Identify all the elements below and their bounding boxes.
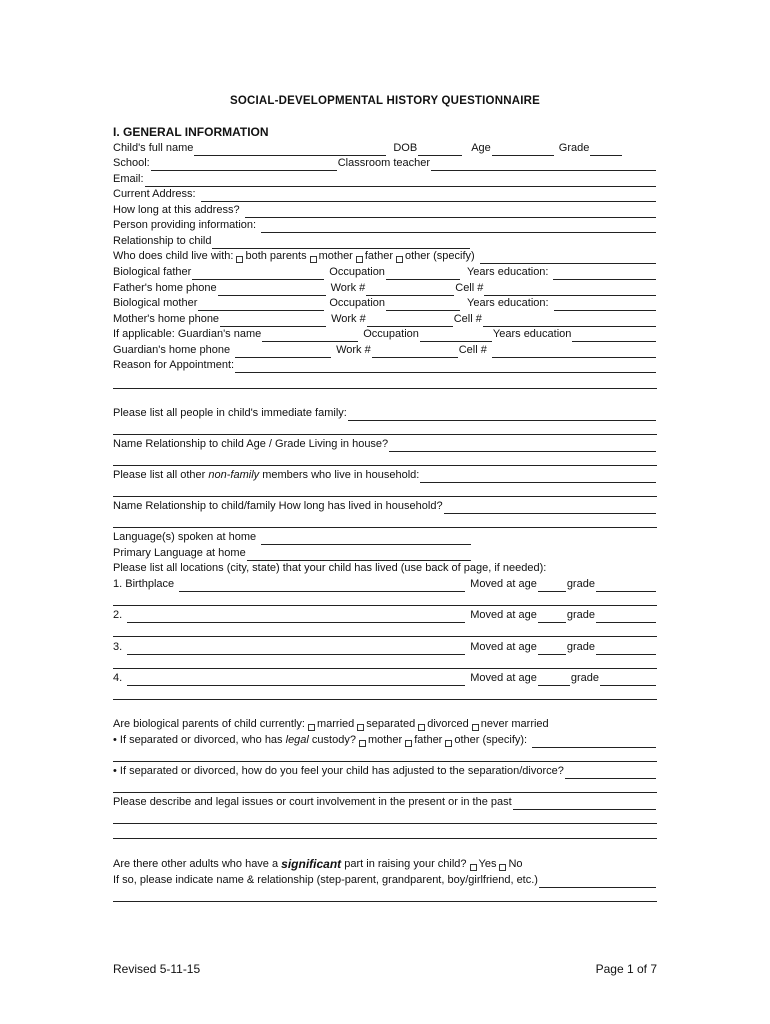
address-field[interactable] [201,190,656,202]
location-2-row [113,608,657,623]
other-columns-field[interactable] [444,502,656,514]
location-3-grade-field[interactable] [596,643,656,655]
father-education-label: Years education: [466,266,549,278]
lives-with-label: Who does child live with: [113,250,234,262]
mother-occupation-field[interactable] [386,299,460,311]
other-members-label-italic: non-family [208,469,260,481]
guardian-cell-field[interactable] [492,346,656,358]
address-row [113,187,657,202]
checkbox-divorced[interactable] [418,724,425,731]
mother-education-field[interactable] [554,299,656,311]
checkbox-never-married[interactable] [472,724,479,731]
father-phone-field[interactable] [218,284,326,296]
person-providing-label: Person providing information: [113,219,257,231]
custody-option-father: father [414,734,443,746]
location-4-grade-label: grade [570,672,599,684]
location-4-grade-field[interactable] [600,674,656,686]
bio-father-label: Biological father [113,266,192,278]
location-3-label: 3. [113,641,123,653]
location-1-age-field[interactable] [538,580,566,592]
other-adults-row [113,857,657,872]
age-label: Age [471,142,491,154]
family-line-2[interactable] [113,465,657,466]
location-3-grade-label: grade [566,641,595,653]
location-3-age-field[interactable] [538,643,566,655]
location-2-field[interactable] [127,611,465,623]
bio-mother-field[interactable] [198,299,324,311]
bio-mother-label: Biological mother [113,297,198,309]
other-members-row [113,468,657,483]
page-title: SOCIAL-DEVELOPMENTAL HISTORY QUESTIONNAIRE [230,95,540,107]
reason-label: Reason for Appointment: [113,359,235,371]
mother-cell-label: Cell # [453,313,482,325]
checkbox-custody-mother[interactable] [359,740,366,747]
location-1-grade-field[interactable] [596,580,656,592]
custody-label-italic: legal [285,734,309,746]
option-father: father [364,250,393,262]
childs-name-row [113,141,657,156]
guardian-occupation-field[interactable] [420,330,492,342]
location-2-grade-field[interactable] [596,611,656,623]
adjusted-row [113,764,657,779]
location-1-label: 1. Birthplace [113,578,175,590]
option-mother: mother [318,250,353,262]
other-columns-row [113,499,657,514]
adjusted-line-2[interactable] [113,792,657,793]
other-members-field[interactable] [420,471,656,483]
school-label: School: [113,157,150,169]
location-2-age-field[interactable] [538,611,566,623]
person-providing-field[interactable] [261,221,656,233]
adjusted-field[interactable] [565,767,656,779]
location-3-line-2[interactable] [113,668,657,669]
location-4-age-label: Moved at age [470,672,537,684]
guardian-row [113,327,657,342]
how-long-row [113,203,657,218]
guardian-education-label: Years education [492,328,572,340]
father-occupation-field[interactable] [386,268,460,280]
location-2-grade-label: grade [566,609,595,621]
checkbox-mother[interactable] [310,256,317,263]
father-work-label: Work # [330,282,366,294]
guardian-work-label: Work # [336,344,371,356]
indicate-line-2[interactable] [113,901,657,902]
immediate-family-line-2[interactable] [113,434,657,435]
location-3-field[interactable] [127,643,465,655]
guardian-cell-label: Cell # [458,344,487,356]
bio-father-field[interactable] [192,268,324,280]
guardian-name-field[interactable] [262,330,358,342]
relationship-row [113,234,657,249]
custody-label-b: custody? [308,734,356,746]
parents-currently-label: Are biological parents of child currently: [113,718,305,730]
languages-field[interactable] [261,533,471,545]
how-long-label: How long at this address? [113,204,240,216]
checkbox-custody-other[interactable] [445,740,452,747]
checkbox-both-parents[interactable] [236,256,243,263]
person-providing-row [113,218,657,233]
locations-row [113,561,657,576]
mother-phone-field[interactable] [220,315,326,327]
location-4-label: 4. [113,672,123,684]
guardian-education-field[interactable] [572,330,656,342]
location-1-row [113,577,657,592]
location-3-row [113,640,657,655]
option-no: No [508,858,523,870]
parents-currently-row [113,717,657,732]
primary-language-row [113,546,657,561]
childs-name-field[interactable] [194,144,386,156]
guardian-name-label: If applicable: Guardian's name [113,328,262,340]
father-education-field[interactable] [553,268,656,280]
mother-cell-field[interactable] [483,315,656,327]
guardian-phone-field[interactable] [235,346,331,358]
bio-father-row [113,265,657,280]
family-columns-field[interactable] [389,440,656,452]
custody-option-other: other (specify): [454,734,528,746]
teacher-label: Classroom teacher [337,157,431,169]
reason-row [113,358,657,373]
languages-label: Language(s) spoken at home [113,531,257,543]
other-members-label-b: members who live in household: [259,469,420,481]
location-4-line-2[interactable] [113,699,657,700]
family-columns-label: Name Relationship to child Age / Grade Living in house? [113,438,389,450]
mother-phone-row [113,312,657,327]
page-number: Page 1 of 7 [595,962,657,976]
guardian-phone-row [113,343,657,358]
custody-option-mother: mother [367,734,403,746]
option-separated: separated [366,718,416,730]
location-4-field[interactable] [127,674,465,686]
section-heading: I. GENERAL INFORMATION [113,125,269,139]
school-field[interactable] [151,159,337,171]
childs-name-label: Child's full name [113,142,194,154]
location-4-age-field[interactable] [538,674,570,686]
checkbox-yes[interactable] [470,864,477,871]
location-4-row [113,671,657,686]
father-occupation-label: Occupation [329,266,385,278]
option-yes: Yes [478,858,497,870]
location-2-label: 2. [113,609,123,621]
immediate-family-field[interactable] [348,409,656,421]
checkbox-no[interactable] [499,864,506,871]
location-2-age-label: Moved at age [470,609,537,621]
father-phone-label: Father's home phone [113,282,217,294]
option-married: married [316,718,355,730]
primary-language-field[interactable] [247,549,471,561]
location-3-age-label: Moved at age [470,641,537,653]
address-label: Current Address: [113,188,196,200]
option-both-parents: both parents [245,250,307,262]
relationship-label: Relationship to child [113,235,212,247]
reason-field[interactable] [235,361,656,373]
option-never-married: never married [480,718,549,730]
option-other: other (specify) [405,250,475,262]
mother-occupation-label: Occupation [329,297,386,309]
other-specify-field[interactable] [480,252,656,264]
legal-issues-field[interactable] [513,798,656,810]
checkbox-father[interactable] [356,256,363,263]
other-columns-label: Name Relationship to child/family How long has lived in household? [113,500,443,512]
grade-label: Grade [558,142,590,154]
option-divorced: divorced [427,718,469,730]
age-field[interactable] [492,144,554,156]
guardian-phone-label: Guardian's home phone [113,344,231,356]
family-columns-row [113,437,657,452]
indicate-label: If so, please indicate name & relationship (step-parent, grandparent, boy/girlfriend, etc.) [113,874,538,886]
other-adults-label-b: part in raising your child? [341,858,467,870]
checkbox-custody-father[interactable] [405,740,412,747]
location-1-grade-label: grade [566,578,595,590]
checkbox-separated[interactable] [357,724,364,731]
primary-language-label: Primary Language at home [113,547,246,559]
revised-date: Revised 5-11-15 [113,962,201,976]
location-1-field[interactable] [179,580,465,592]
legal-issues-label: Please describe and legal issues or court involvement in the present or in the past [113,796,512,808]
email-row [113,172,657,187]
how-long-field[interactable] [245,206,656,218]
relationship-field[interactable] [212,237,470,249]
legal-issues-line-2[interactable] [113,823,657,824]
location-2-line-2[interactable] [113,636,657,637]
mother-education-label: Years education: [467,297,549,309]
school-row [113,156,657,171]
custody-line-2[interactable] [113,761,657,762]
indicate-row [113,873,657,888]
guardian-occupation-label: Occupation [363,328,419,340]
other-members-label-a: Please list all other [113,469,209,481]
dob-label: DOB [393,142,418,154]
checkbox-married[interactable] [308,724,315,731]
legal-issues-row [113,795,657,810]
father-cell-field[interactable] [484,284,656,296]
father-cell-label: Cell # [455,282,484,294]
other-members-line-2[interactable] [113,496,657,497]
checkbox-other[interactable] [396,256,403,263]
languages-row [113,530,657,545]
dob-field[interactable] [418,144,462,156]
father-work-field[interactable] [366,284,454,296]
immediate-family-label: Please list all people in child's immediate family: [113,407,347,419]
other-line-2[interactable] [113,527,657,528]
email-field[interactable] [145,175,656,187]
adjusted-label: • If separated or divorced, how do you feel your child has adjusted to the separation/divorce? [113,765,564,777]
email-label: Email: [113,173,144,185]
other-adults-label-significant: significant [281,857,342,871]
bio-mother-row [113,296,657,311]
location-1-age-label: Moved at age [470,578,537,590]
custody-other-field[interactable] [532,736,656,748]
location-1-line-2[interactable] [113,605,657,606]
guardian-work-field[interactable] [372,346,458,358]
custody-label-a: • If separated or divorced, who has [113,734,286,746]
reason-line-2[interactable] [113,388,657,389]
father-phone-row [113,281,657,296]
teacher-field[interactable] [431,159,656,171]
grade-field[interactable] [590,144,622,156]
indicate-field[interactable] [539,876,656,888]
lives-with-row [113,249,657,264]
legal-issues-line-3[interactable] [113,838,657,839]
mother-work-label: Work # [331,313,366,325]
immediate-family-row [113,406,657,421]
mother-work-field[interactable] [367,315,453,327]
other-adults-label-a: Are there other adults who have a [113,858,282,870]
custody-row [113,733,657,748]
mother-phone-label: Mother's home phone [113,313,220,325]
locations-label: Please list all locations (city, state) that your child has lived (use back of page, if needed): [113,562,547,574]
